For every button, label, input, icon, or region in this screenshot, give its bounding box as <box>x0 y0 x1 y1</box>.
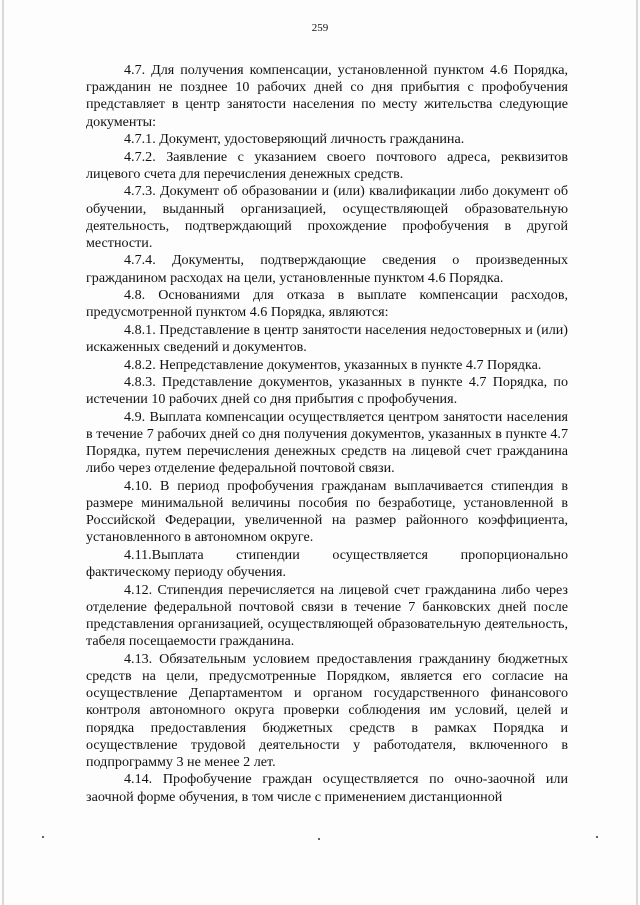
paragraph-4-14: 4.14. Профобучение граждан осуществляется по очно-заочной или заочной форме обучения, в том числе с применением дистанционной <box>86 771 568 805</box>
page-number: 259 <box>311 22 329 34</box>
paragraph-4-7-1: 4.7.1. Документ, удостоверяющий личность гражданина. <box>124 131 465 148</box>
scan-left-edge <box>2 0 4 905</box>
paragraph-4-8-2: 4.8.2. Непредставление документов, указанных в пункте 4.7 Порядка. <box>124 356 542 373</box>
paragraph-4-13: 4.13. Обязательным условием предоставления гражданину бюджетных средств на цели, предусмотренные Порядком, является его согласие на осуществление Департаментом и органом государственного финансового контроля автономного округа проверки соблюдения им условий, целей и порядка предоставления бюджетных средств в рамках Порядка и осуществление трудовой деятельности у работодателя, включенного в подпрограмму 3 не менее 2 лет. <box>86 650 568 770</box>
paragraph-4-9: 4.9. Выплата компенсации осуществляется центром занятости населения в течение 7 рабочих дней со дня получения документов, указанных в пункте 4.7 Порядка, путем перечисления денежных средств на лицевой счет гражданина либо через отделение федеральной почтовой связи. <box>86 408 568 477</box>
paragraph-4-7: 4.7. Для получения компенсации, установленной пунктом 4.6 Порядка, гражданин не позднее 10 рабочих дней со дня прибытия с профобучения представляет в центр занятости населения по месту жительства следующие документы: <box>86 62 568 130</box>
paragraph-4-7-3: 4.7.3. Документ об образовании и (или) квалификации либо документ об обучении, выданный организацией, осуществляющей образовательную деятельность, подтверждающий прохождение профобучения в другой местности. <box>86 183 568 251</box>
scan-speck <box>596 836 598 838</box>
paragraph-4-12: 4.12. Стипендия перечисляется на лицевой счет гражданина либо через отделение федеральной почтовой связи в течение 7 банковских дней после представления организацией, осуществляющей образовательную деятельность, табеля посещаемости гражданина. <box>86 581 568 650</box>
paragraph-4-11: 4.11.Выплата стипендии осуществляется пропорционально фактическому периоду обучения. <box>86 546 568 581</box>
document-body <box>86 62 568 806</box>
paragraph-4-7-4: 4.7.4. Документы, подтверждающие сведения о произведенных гражданином расходах на цели, установленные пунктом 4.6 Порядка. <box>86 252 568 286</box>
scan-right-edge <box>636 0 638 905</box>
paragraph-4-7-2: 4.7.2. Заявление с указанием своего почтового адреса, реквизитов лицевого счета для перечисления денежных средств. <box>86 148 568 182</box>
paragraph-4-8-3: 4.8.3. Представление документов, указанных в пункте 4.7 Порядка, по истечении 10 рабочих дней со дня прибытия с профобучения. <box>86 374 568 408</box>
paragraph-4-8-1: 4.8.1. Представление в центр занятости населения недостоверных и (или) искаженных сведений и документов. <box>86 321 568 356</box>
scan-speck <box>42 836 44 838</box>
paragraph-4-8: 4.8. Основаниями для отказа в выплате компенсации расходов, предусмотренной пунктом 4.6 Порядка, являются: <box>86 287 568 321</box>
scan-speck <box>318 838 320 840</box>
paragraph-4-10: 4.10. В период профобучения гражданам выплачивается стипендия в размере минимальной величины пособия по безработице, установленной в Российской Федерации, увеличенной на размер районного коэффициента, установленного в автономном округе. <box>86 477 568 546</box>
